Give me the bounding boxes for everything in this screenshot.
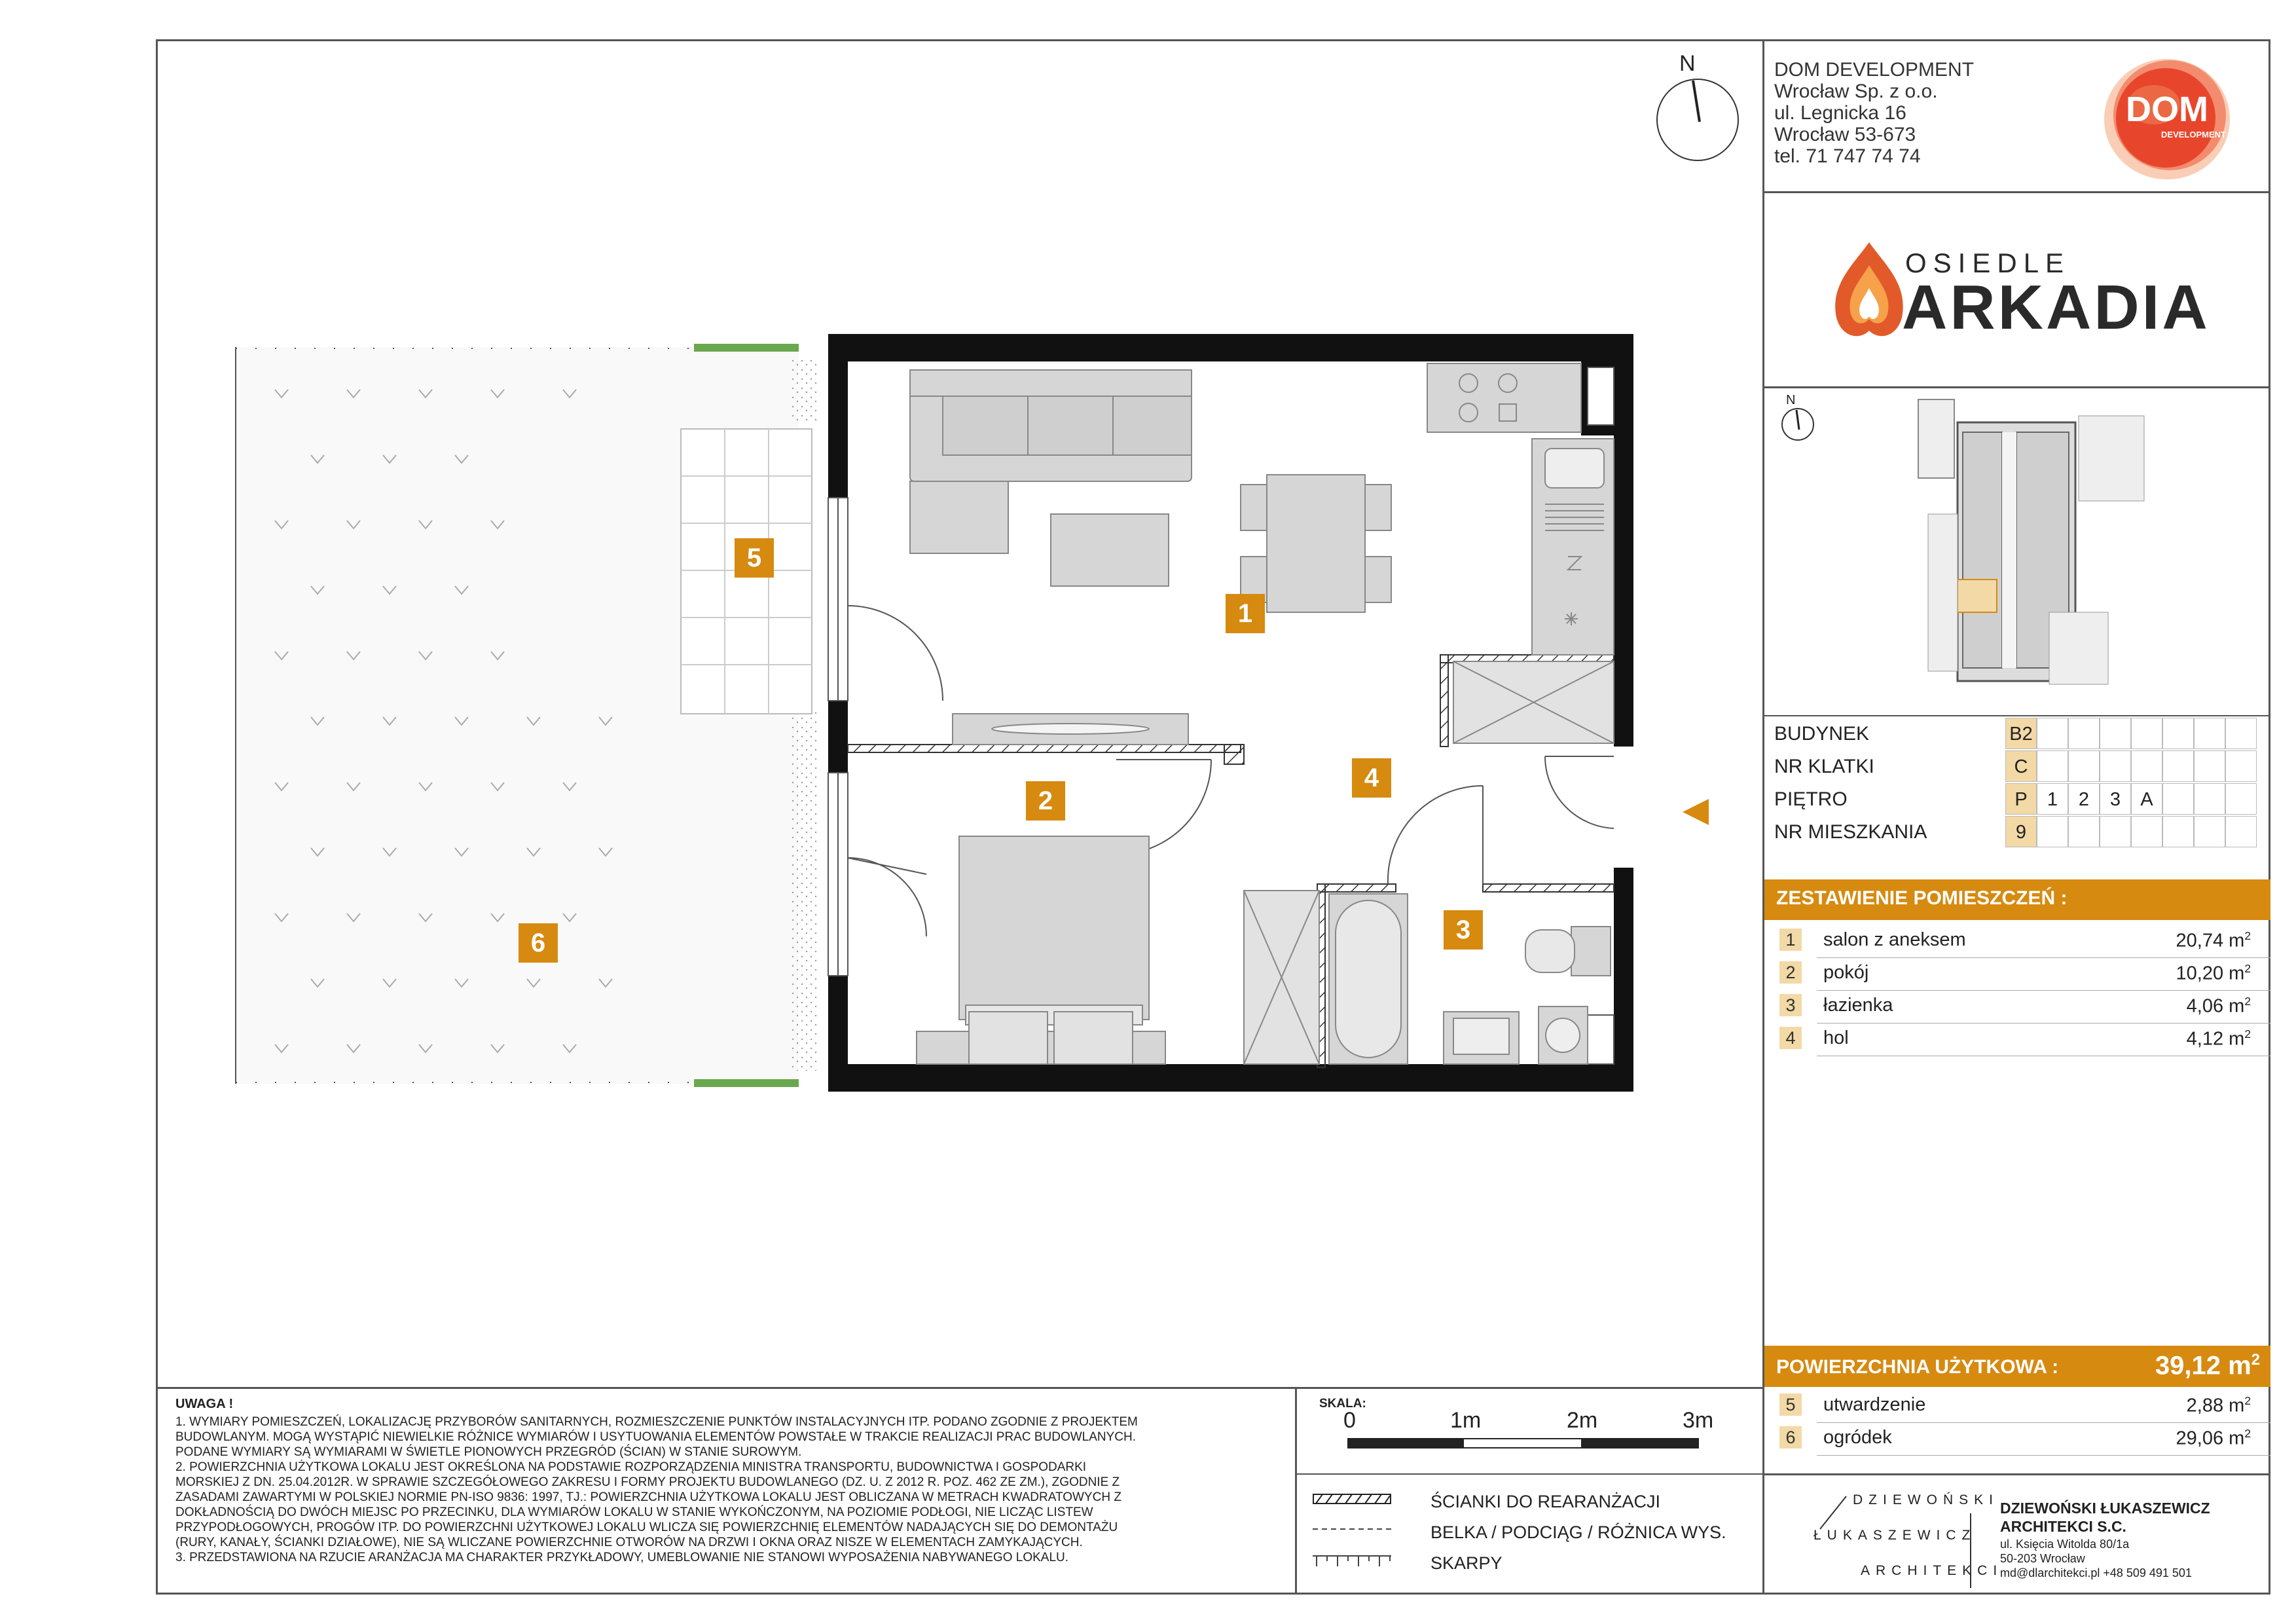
architects-logo-line1: DZIEWOŃSKI [1853,1492,1999,1507]
info-cell: 1 [2037,783,2068,815]
info-cell [2194,718,2225,749]
info-cell [2037,816,2068,847]
info-cell [2037,750,2068,782]
note-line: 3. PRZEDSTAWIONA NA RZUCIE ARANŻACJA MA CHARAKTER PRZYKŁADOWY, UMEBLOWANIE NIE STANOWI WYPOSAŻENIA NABYWANEGO LOKALU. [175,1551,1069,1564]
company-phone: tel. 71 747 74 74 [1774,145,1921,167]
row-area: 2,88 $m^2$ [2186,1394,2251,1416]
scale-tick-1: 1m [1450,1408,1482,1433]
company-name: DOM DEVELOPMENT [1774,59,1975,81]
note-line: MORSKIEJ Z DN. 25.04.2012R. W SPRAWIE SZCZEGÓŁOWEGO ZAKRESU I FORMY PROJEKTU BUDOWLANEGO (DZ. U. Z 2012 R. POZ. 462 ZE ZM.), ZGODNIE Z [175,1475,1120,1489]
row-name: pokój [1823,962,1869,983]
plan-room-tag-1: 1 [1226,594,1265,633]
legend-divider [1295,1473,1764,1475]
notes-vertical-divider [1295,1387,1297,1595]
info-cell [2131,816,2162,847]
info-label: BUDYNEK [1774,723,1870,745]
architects-address1: ul. Księcia Witolda 80/1a [2000,1538,2130,1551]
note-line: ZASADAMI ZAWARTYMI W POLSKIEJ NORMIE PN-ISO 9836: 1997, TJ.: POWIERZCHNIA UŻYTKOWA LOKALU JEST OBLICZANA W METRACH KWADRATOWYCH Z [175,1490,1121,1504]
info-cell: 9 [2005,816,2037,847]
info-cell [2194,750,2225,782]
info-cell [2194,816,2225,847]
row-name: utwardzenie [1823,1394,1926,1415]
company-entity: Wrocław Sp. z o.o. [1774,81,1938,102]
hedge-top [694,344,799,352]
row-divider [1817,1455,2270,1456]
entrance-arrow-icon [1683,799,1709,825]
architects-logo-line2: ŁUKASZEWICZ [1813,1528,1977,1543]
rooms-header: ZESTAWIENIE POMIESZCZEŃ : [1776,887,2068,909]
row-area: 4,12 $m^2$ [2186,1027,2251,1050]
dom-logo-sub: DEVELOPMENT [2161,130,2226,139]
info-cells [2005,816,2257,847]
project-name-line1: OSIEDLE [1905,248,2071,278]
row-name: ogródek [1823,1427,1892,1448]
note-line: PRZYPODŁOGOWYCH, PROGÓW ITP. DO POWIERZCHNI UŻYTKOWEJ LOKALU WLICZA SIĘ POWIERZCHNIĘ ELEMENTÓW NADAJĄCYCH SIĘ DO DEMONTAŻU [175,1521,1118,1534]
architects-address2: 50-203 Wrocław [2000,1552,2085,1565]
company-city: Wrocław 53-673 [1774,124,1916,145]
info-cell [2225,816,2257,847]
usable-area-bar [1764,1346,2270,1387]
info-label: NR MIESZKANIA [1774,821,1927,843]
note-line: 2. POWIERZCHNIA UŻYTKOWA LOKALU JEST OKREŚLONA NA PODSTAWIE ROZPORZĄDZENIA MINISTRA TRANSPORTU, BUDOWNICTWA I GOSPODARKI [175,1460,1087,1474]
key-plan-compass-icon [1781,407,1815,441]
info-label: NR KLATKI [1774,756,1874,777]
plan-room-tag-3: 3 [1444,910,1483,950]
row-divider [1817,957,2270,958]
notes-divider [156,1387,1764,1389]
note-line: (RURY, KANAŁY, ŚCIANKI DZIAŁOWE), NIE SĄ WLICZANE POWIERZCHNIE OTWORÓW NA DRZWI I OKNA ORAZ NISZE W ELEMENTACH ZAMYKAJĄCYCH. [175,1536,1083,1549]
info-cell: C [2005,750,2037,782]
bedroom-furniture [917,836,1319,1064]
row-divider [1817,990,2270,991]
info-cell [2225,783,2257,815]
info-cell [2225,750,2257,782]
compass-north-label: N [1679,51,1696,76]
architects-contact: md@dlarchitekci.pl +48 509 491 501 [2000,1566,2192,1579]
usable-area-value: 39,12 $m^2$ [2155,1351,2260,1380]
company-street: ul. Legnicka 16 [1774,102,1906,124]
key-plan-compass [1781,393,1820,445]
row-number: 4 [1779,1027,1802,1049]
key-plan-north-label: N [1786,393,1796,407]
info-cell [2068,816,2100,847]
row-number: 3 [1779,994,1802,1016]
legend-text-0: ŚCIANKI DO REARANŻACJI [1430,1492,1661,1511]
info-cell [2162,718,2194,749]
row-area: 4,06 $m^2$ [2186,995,2251,1017]
architects-logo-line3: ARCHITEKCI [1861,1563,2003,1578]
company-address [1774,59,1974,167]
info-cell: 2 [2068,783,2100,815]
row-number: 5 [1779,1393,1802,1416]
row-number: 6 [1779,1426,1802,1449]
living-furniture [910,370,1391,745]
legend-tick-icon [1313,1553,1391,1568]
info-cell [2100,718,2131,749]
info-cell [2131,718,2162,749]
compass-icon [1655,77,1740,162]
note-line: DOKŁADNOŚCIĄ DO DWÓCH MIEJSC PO PRZECINKU, DLA WYMIARÓW LOKALU W STANIE WYKOŃCZONYM, NA POZIOMIE PODŁOGI, NIE LICZĄC LISTEW [175,1505,1093,1519]
row-name: łazienka [1823,995,1893,1016]
info-cell [2037,718,2068,749]
row-area: 29,06 $m^2$ [2176,1427,2251,1449]
info-cell [2162,816,2194,847]
scale-tick-2: 2m [1567,1408,1598,1433]
row-divider [1817,1023,2270,1024]
dom-logo-text: DOM [2126,90,2208,129]
plan-room-tag-4: 4 [1352,758,1391,798]
info-cell [2100,750,2131,782]
arkadia-flame-logo [1823,239,1915,344]
architects-logo [1813,1490,2003,1588]
rooms-header-bar [1764,879,2270,920]
info-cells [2005,783,2257,815]
legend-hatch-icon [1313,1493,1391,1506]
architects-name1: DZIEWOŃSKI ŁUKASZEWICZ [2000,1500,2210,1517]
scale-bar [1347,1437,1701,1450]
notes-body [175,1414,1138,1565]
dom-development-logo [2102,52,2232,183]
info-cell [2162,750,2194,782]
row-divider [1817,1422,2270,1423]
legend-text-1: BELKA / PODCIĄG / RÓŻNICA WYS. [1430,1522,1726,1542]
row-area: 20,74 $m^2$ [2176,929,2251,951]
panel-line [1762,715,2270,716]
row-number: 1 [1779,929,1802,951]
panel-line [1762,386,2270,388]
panel-line [1762,191,2270,193]
info-cell [2131,750,2162,782]
scale-label: SKALA: [1319,1397,1366,1411]
plan-room-tag-2: 2 [1026,781,1065,821]
architects-logo-mark [1813,1490,1984,1588]
scale-tick-3: 3m [1683,1408,1714,1433]
info-cell [2194,783,2225,815]
info-cell [2068,718,2100,749]
info-cell [2068,750,2100,782]
row-number: 2 [1779,961,1802,984]
info-label: PIĘTRO [1774,788,1848,810]
plan-room-tag-5: 5 [735,538,774,578]
info-cell [2162,783,2194,815]
notes-title: UWAGA ! [175,1397,234,1411]
info-cell [2100,816,2131,847]
note-line: 1. WYMIARY POMIESZCZEŃ, LOKALIZACJĘ PRZYBORÓW SANITARNYCH, ROZMIESZCZENIE PUNKTÓW INSTALACYJNYCH ITP. PODANO ZGODNIE Z PROJEKTEM [175,1415,1138,1429]
architects-name2: ARCHITEKCI S.C. [2000,1518,2126,1535]
note-line: PODANE WYMIARY SĄ WYMIARAMI W ŚWIETLE PIONOWYCH PRZEGRÓD (ŚCIAN) W STANIE SUROWYM. [175,1445,802,1459]
row-name: hol [1823,1027,1849,1048]
info-cell: A [2131,783,2162,815]
note-line: BUDOWLANYM. MOGĄ WYSTĄPIĆ NIEWIELKIE RÓŻNICE WYMIARÓW I USYTUOWANIA ELEMENTÓW POWSTAŁE W TRAKCIE REALIZACJI PRAC BUDOWLANYCH. [175,1430,1137,1444]
key-plan-building-icon [1912,396,2147,688]
scale-tick-0: 0 [1343,1408,1356,1433]
info-cell: B2 [2005,718,2037,749]
legend-dashed-icon [1313,1526,1391,1532]
info-cell [2225,718,2257,749]
info-cell: P [2005,783,2037,815]
row-name: salon z aneksem [1823,929,1966,950]
row-area: 10,20 $m^2$ [2176,962,2251,984]
panel-line [1762,1473,2270,1475]
info-cells [2005,750,2257,782]
info-cell: 3 [2100,783,2131,815]
hedge-bottom [694,1079,799,1087]
plan-room-tag-6: 6 [519,923,558,963]
info-cells [2005,718,2257,749]
legend-text-2: SKARPY [1430,1553,1503,1573]
usable-area-label: POWIERZCHNIA UŻYTKOWA : [1776,1356,2059,1378]
floor-plan [223,331,1715,1116]
project-name-line2: ARKADIA [1902,272,2210,342]
